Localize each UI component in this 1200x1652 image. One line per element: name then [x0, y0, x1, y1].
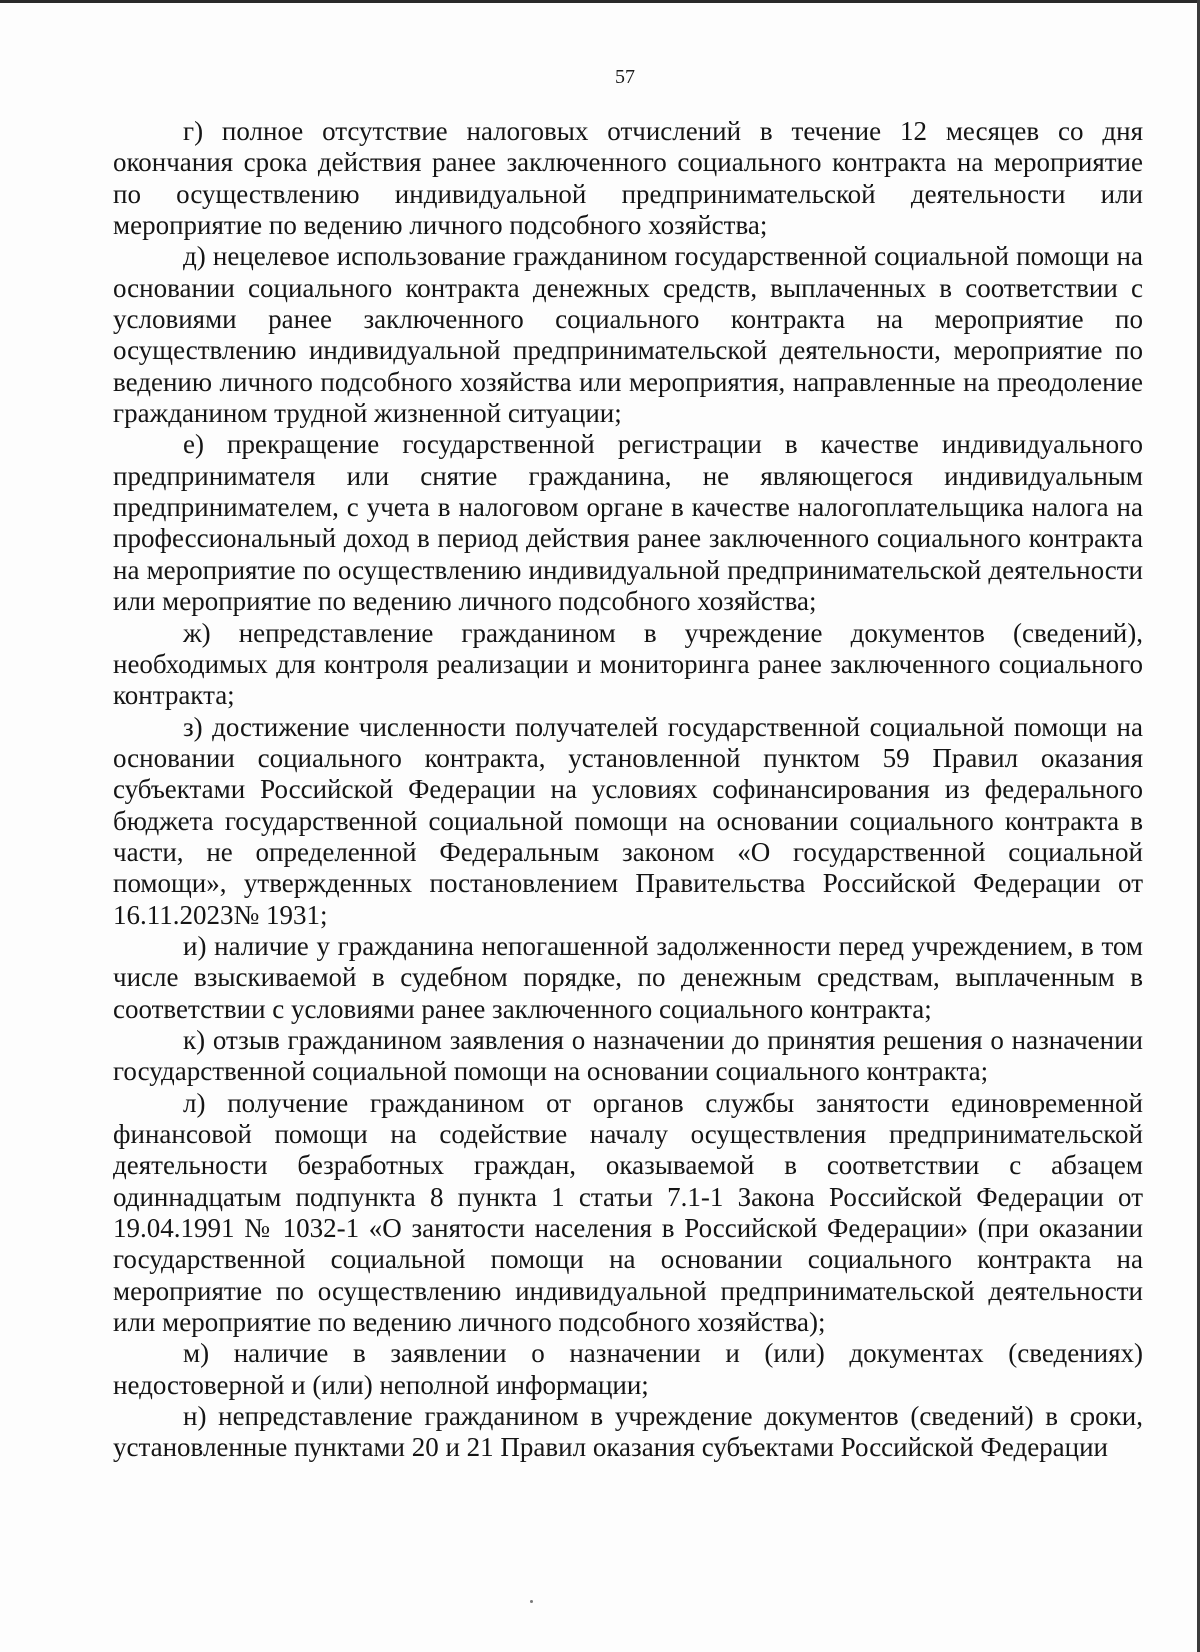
paragraph-d: д) нецелевое использование гражданином государственной социальной помощи на основании социального контракта денежных средств, выплаченных в соответствии с условиями ранее заключенного социального контракта на мероприятие по осуществлению индивидуальной предпринимательской деятельности, мероприятие по ведению личного подсобного хозяйства или мероприятия, направленные на преодоление гражданином трудной жизненной ситуации; — [113, 241, 1143, 429]
paragraph-e: е) прекращение государственной регистрации в качестве индивидуального предпринимателя или снятие гражданина, не являющегося индивидуальным предпринимателем, с учета в налоговом органе в качестве налогоплательщика налога на профессиональный доход в период действия ранее заключенного социального контракта на мероприятие по осуществлению индивидуальной предпринимательской деятельности или мероприятие по ведению личного подсобного хозяйства; — [113, 429, 1143, 617]
page-number: 57 — [615, 66, 635, 88]
paragraph-l: л) получение гражданином от органов службы занятости единовременной финансовой помощи на содействие началу осуществления предпринимательской деятельности безработных граждан, оказываемой в соответствии с абзацем одиннадцатым подпункта 8 пункта 1 статьи 7.1-1 Закона Российской Федерации от 19.04.1991 № 1032-1 «О занятости населения в Российской Федерации» (при оказании государственной социальной помощи на основании социального контракта на мероприятие по осуществлению индивидуальной предпринимательской деятельности или мероприятие по ведению личного подсобного хозяйства); — [113, 1087, 1143, 1338]
paragraph-k: к) отзыв гражданином заявления о назначении до принятия решения о назначении государственной социальной помощи на основании социального контракта; — [113, 1024, 1143, 1087]
paragraph-zh: ж) непредставление гражданином в учреждение документов (сведений), необходимых для контроля реализации и мониторинга ранее заключенного социального контракта; — [113, 617, 1143, 711]
scan-border-top — [0, 0, 1200, 3]
scan-speck — [530, 1600, 533, 1603]
paragraph-n: н) непредставление гражданином в учреждение документов (сведений) в сроки, установленные пунктами 20 и 21 Правил оказания субъектами Российской Федерации — [113, 1401, 1143, 1463]
document-body — [113, 116, 1143, 1464]
paragraph-m: м) наличие в заявлении о назначении и (или) документах (сведениях) недостоверной и (или) неполной информации; — [113, 1338, 1143, 1400]
paragraph-i: и) наличие у гражданина непогашенной задолженности перед учреждением, в том числе взыскиваемой в судебном порядке, по денежным средствам, выплаченным в соответствии с условиями ранее заключенного социального контракта; — [113, 930, 1143, 1024]
paragraph-g: г) полное отсутствие налоговых отчислений в течение 12 месяцев со дня окончания срока действия ранее заключенного социального контракта на мероприятие по осуществлению индивидуальной предпринимательской деятельности или мероприятие по ведению личного подсобного хозяйства; — [113, 116, 1143, 241]
paragraph-z: з) достижение численности получателей государственной социальной помощи на основании социального контракта, установленной пунктом 59 Правил оказания субъектами Российской Федерации на условиях софинансирования из федерального бюджета государственной социальной помощи на основании социального контракта в части, не определенной Федеральным законом «О государственной социальной помощи», утвержденных постановлением Правительства Российской Федерации от 16.11.2023№ 1931; — [113, 711, 1143, 930]
